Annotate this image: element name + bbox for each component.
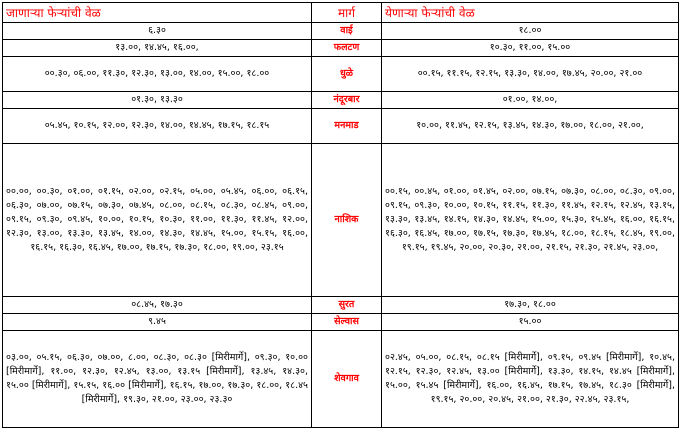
departure-times: ००.३०, ०६.००, ११.३०, १२.३०, १३.००, १४.००, १५.००, १८.०० — [3, 57, 312, 92]
table-row — [3, 92, 679, 109]
departure-header: जाणाऱ्या फेऱ्यांची वेळ — [3, 3, 312, 23]
arrival-header: येणाऱ्या फेऱ्यांची वेळ — [382, 3, 679, 23]
table-row — [3, 144, 679, 297]
table-row — [3, 331, 679, 428]
table-row — [3, 297, 679, 314]
arrival-times: १७.३०, १८.०० — [382, 297, 679, 314]
route-name: मनमाड — [312, 109, 382, 144]
arrival-times: १८.०० — [382, 23, 679, 40]
table-row — [3, 314, 679, 331]
route-name: शेवगाव — [312, 331, 382, 428]
table-row — [3, 109, 679, 144]
route-name: नाशिक — [312, 144, 382, 297]
arrival-times: १०.००, ११.४५, १२.१५, १३.४५, १४.३०, १७.००, १८.००, २१.००, — [382, 109, 679, 144]
departure-times: ००.००, ००.३०, ०१.००, ०१.१५, ०२.००, ०२.१५, ०५.००, ०५.४५, ०६.००, ०६.१५, ०६.३०, ०७.००, ०७.१५, ०७.३०, ०७.४५, ०८.००, ०८.१५, ०८.३०, ०८.४५, ०९.००, ०९.१५, ०९.३०, ०९.४५, १०.००, १०.१५, १०.३०, ११.००, ११.३०, ११.४५, १२.००, १२.३०, १३.००, १३.३०, १३.४५, १४.००, १४.३०, १४.४५, १५.००, १५.१५, १६.००, १६.१५, १६.३०, १६.४५, १७.००, १७.१५, १७.३०, १८.००, १९.००, २३.१५ — [3, 144, 312, 297]
arrival-times: ००.१५, ००.४५, ०१.००, ०१.४५, ०२.००, ०७.१५, ०७.३०, ०८.००, ०८.३०, ०९.००, ०९.१५, ०९.३०, १०.००, १०.१५, ११.१५, ११.३०, ११.४५, १२.१५, १२.४५, १३.१५, १३.३०, १३.४५, १४.१५, १४.३०, १४.४५, १५.००, १५.३०, १५.४५, १६.००, १६.१५, १६.३०, १६.४५, १७.००, १७.१५, १७.३०, १७.४५, १८.००, १८.१५, १८.४५, १९.००, १९.१५, १९.४५, २०.००, २०.३०, २१.००, २१.१५, २१.३०, २१.४५, २३.००, — [382, 144, 679, 297]
departure-times: ०८.४५, १७.३० — [3, 297, 312, 314]
table-row — [3, 40, 679, 57]
departure-times: ०१.३०, १३.३० — [3, 92, 312, 109]
table-row — [3, 23, 679, 40]
route-name: वाई — [312, 23, 382, 40]
route-name: सेल्वास — [312, 314, 382, 331]
arrival-times: ००.१५, ११.१५, १२.१५, १३.३०, १४.००, १७.४५, २०.००, २१.०० — [382, 57, 679, 92]
departure-times: ०३.००, ०५.१५, ०६.३०, ०७.००, ८.००, ०८.३०, ०८.३० [मिरीमार्गे], ०९.३०, १०.०० [मिरीमार्गे], ११.००, १२.३०, १२.४५, १३.००, १३.१५ [मिरीमार्गे], १३.४५, १४.३०, १५.०० [मिरीमार्गे], १५.१५, १६.०० [मिरीमार्गे], १६.१५, १७.००, १७.३०, १८.००, १८.४५ [मिरीमार्गे], १९.३०, २१.००, २३.००, २३.३० — [3, 331, 312, 428]
arrival-times: ०१.००, १४.००, — [382, 92, 679, 109]
departure-times: ९.४५ — [3, 314, 312, 331]
arrival-times: ०२.४५, ०५.००, ०८.१५, ०८.१५ [मिरीमार्गे], ०९.१५, ०९.४५ [मिरीमार्गे], १०.४५, १२.१५, १२.३०, १२.४५, १३.०० [मिरीमार्गे], १३.३०, १४.१५, १४.४५ [मिरीमार्गे], १५.००, १५.४५ [मिरीमार्गे], १६.००, १६.४५, १७.१५, १७.४५, १८.३० [मिरीमार्गे], १९.१५, २०.००, २०.४५, २१.००, २१.३०, २२.४५, २३.१५, — [382, 331, 679, 428]
table-row — [3, 57, 679, 92]
departure-times: ०५.४५, १०.१५, १२.००, १२.३०, १४.००, १४.४५, १७.१५, १८.१५ — [3, 109, 312, 144]
bus-schedule-table — [2, 2, 679, 428]
arrival-times: १५.०० — [382, 314, 679, 331]
route-name: फलटण — [312, 40, 382, 57]
route-header: मार्ग — [312, 3, 382, 23]
route-name: धुळे — [312, 57, 382, 92]
route-name: सुरत — [312, 297, 382, 314]
arrival-times: १०.३०, ११.००, १५.०० — [382, 40, 679, 57]
departure-times: १३.००, १४.४५, १६.००, — [3, 40, 312, 57]
departure-times: ६.३० — [3, 23, 312, 40]
route-name: नंदूरबार — [312, 92, 382, 109]
header-row — [3, 3, 679, 23]
